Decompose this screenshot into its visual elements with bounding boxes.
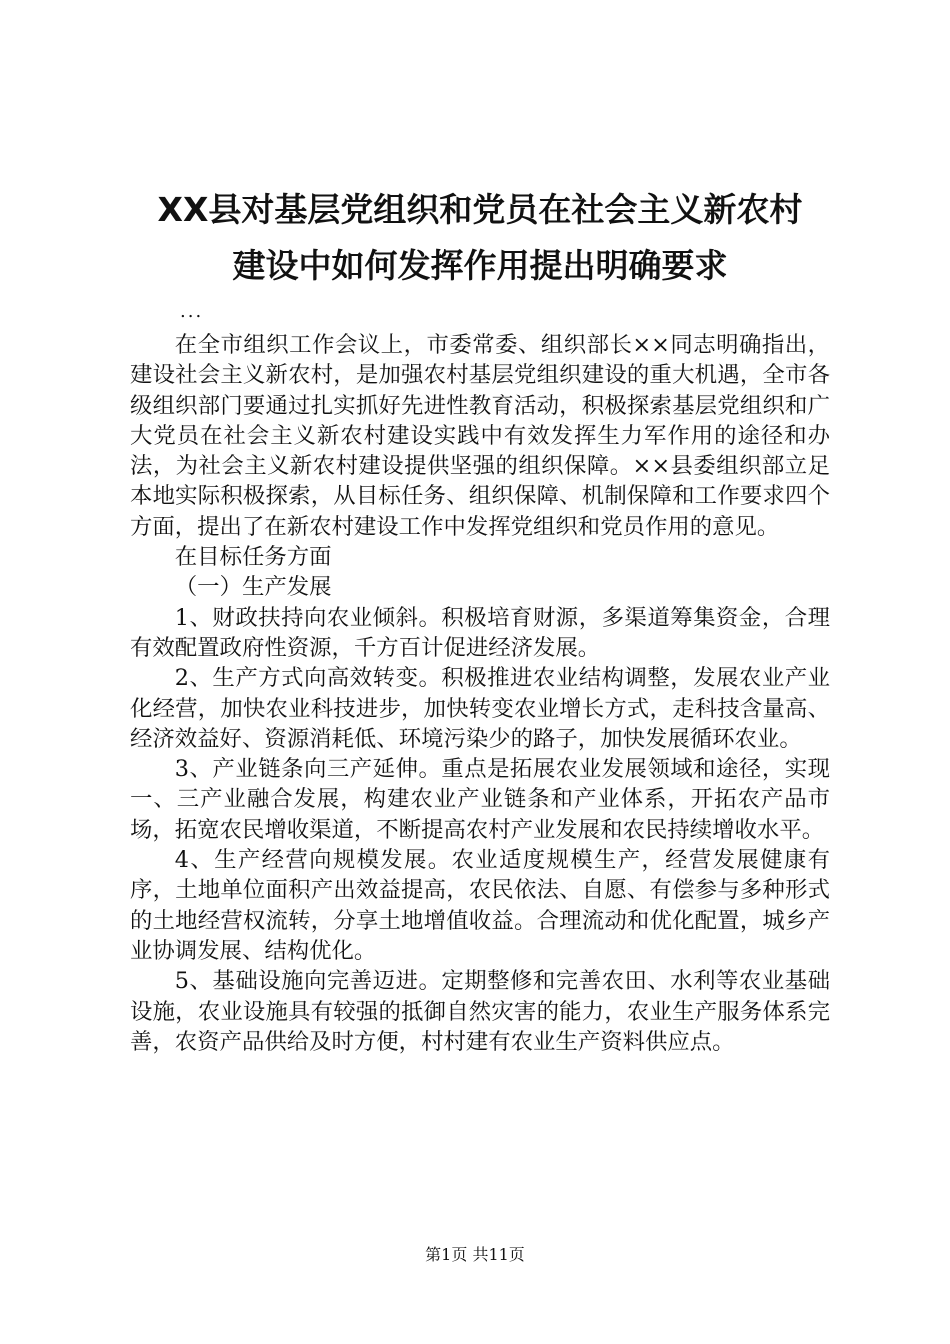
- subsection-heading: （一）生产发展: [174, 574, 332, 601]
- list-item: 1、财政扶持向农业倾斜。积极培育财源，多渠道筹集资金，合理有效配置政府性资源，千方百计促进经济发展。: [130, 604, 830, 661]
- document-title-line-1: XX县对基层党组织和党员在社会主义新农村: [157, 190, 803, 229]
- page-number-footer: 第1页 共11页: [425, 1245, 525, 1264]
- intro-paragraph: 在全市组织工作会议上，市委常委、组织部长××同志明确指出，建设社会主义新农村，是加强农村基层党组织建设的重大机遇，全市各级组织部门要通过扎实抓好先进性教育活动，积极探索基层党组织和广大党员在社会主义新农村建设实践中有效发挥生力军作用的途径和办法，为社会主义新农村建设提供坚强的组织保障。××县委组织部立足本地实际积极探索，从目标任务、组织保障、机制保障和工作要求四个方面，提出了在新农村建设工作中发挥党组织和党员作用的意见。: [130, 332, 830, 540]
- list-item: 3、产业链条向三产延伸。重点是拓展农业发展领域和途径，实现一、三产业融合发展，构建农业产业链条和产业体系，开拓农产品市场，拓宽农民增收渠道，不断提高农村产业发展和农民持续增收水平。: [130, 756, 830, 843]
- section-heading: 在目标任务方面: [174, 544, 332, 571]
- ellipsis-marker: ...: [180, 301, 204, 322]
- document-title-line-2: 建设中如何发挥作用提出明确要求: [232, 246, 728, 285]
- list-item: 2、生产方式向高效转变。积极推进农业结构调整，发展农业产业化经营，加快农业科技进步，加快转变农业增长方式，走科技含量高、经济效益好、资源消耗低、环境污染少的路子，加快发展循环农业。: [130, 665, 830, 752]
- list-item: 5、基础设施向完善迈进。定期整修和完善农田、水利等农业基础设施，农业设施具有较强的抵御自然灾害的能力，农业生产服务体系完善，农资产品供给及时方便，村村建有农业生产资料供应点。: [130, 968, 830, 1055]
- document-body: [130, 330, 830, 1057]
- list-item: 4、生产经营向规模发展。农业适度规模生产，经营发展健康有序，土地单位面积产出效益提高，农民依法、自愿、有偿参与多种形式的土地经营权流转，分享土地增值收益。合理流动和优化配置，城乡产业协调发展、结构优化。: [130, 847, 830, 964]
